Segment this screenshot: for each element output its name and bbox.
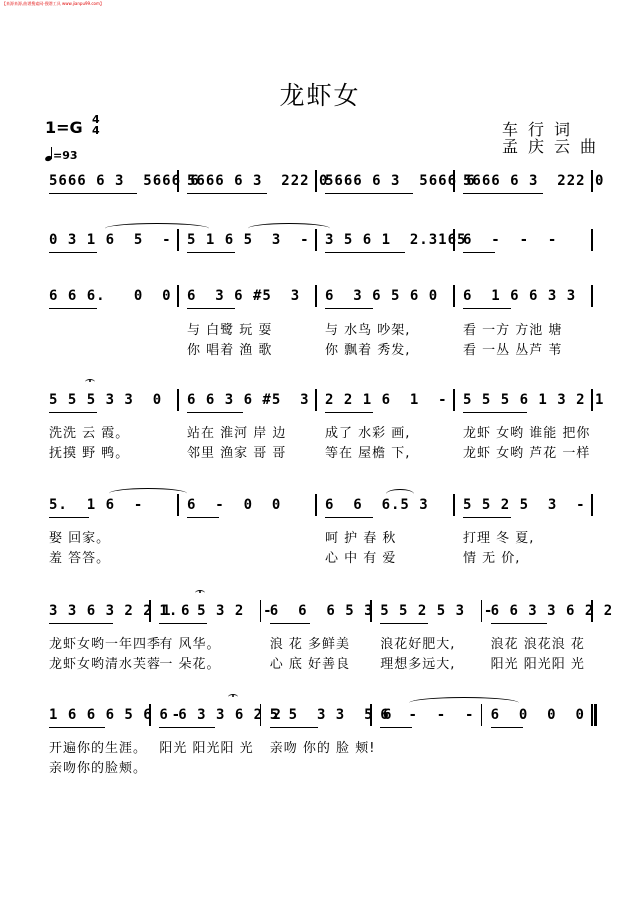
measure-notes: 5 5 2 5 3 - [463,497,586,513]
score-row [45,392,605,482]
barline [315,389,317,411]
slur [386,489,414,499]
beam-underline [463,252,495,253]
measure-notes: 1. 5 3 2 - [159,603,273,619]
measure-notes: 0 3 1 6 5 - [49,232,172,248]
barline [177,389,179,411]
slur [248,223,330,234]
measure-notes: 6 1 6 6 3 3 [463,288,577,304]
score-row [45,288,597,378]
beam-underline [159,623,207,624]
measure-notes: 5666 6 3 222 0 [463,173,605,189]
beam-underline [270,623,310,624]
lyric-verse-2: 龙虾女哟清水芙蓉 [49,657,162,672]
lyric-verse-1: 与 白鹭 玩 耍 [187,323,273,338]
measure-notes: 3 5 6 1 2.3165 [325,232,467,248]
lyric-verse-1: 亲吻 你的 脸 颊! [269,741,376,756]
barline [591,704,593,726]
lyric-verse-1: 浪花好肥大, [380,637,456,652]
beam-underline [187,308,235,309]
song-title: 龙虾女 [279,81,361,110]
composer-credit: 孟庆云曲 [502,137,607,156]
final-barline [594,704,597,726]
lyric-verse-1: 看 一方 方池 塘 [463,323,563,338]
beam-underline [463,517,511,518]
slur [409,697,519,709]
lyric-verse-1: 呵 护 春 秋 [325,531,397,546]
beam-underline [49,252,97,253]
lyric-verse-2: 理想多远大, [380,657,456,672]
lyric-verse-2: 阳光 阳光阳 光 [490,657,585,672]
beam-underline [463,308,511,309]
lyric-verse-2: 你 唱着 渔 歌 [187,343,273,358]
measure-notes: 5 1 6 5 3 - [187,232,310,248]
beam-underline [187,517,219,518]
barline [591,494,593,516]
score-row [45,497,597,587]
beam-underline [380,623,428,624]
beam-underline [270,727,318,728]
beam-underline [49,623,113,624]
measure-notes: 5666 6 3 5666 6 [49,173,200,189]
barline [591,229,593,251]
lyric-verse-1: 龙虾女哟一年四季 [49,637,162,652]
lyric-verse-2: 等在 屋檐 下, [325,446,411,461]
lyric-verse-2: 看 一丛 丛芦 苇 [463,343,563,358]
lyric-verse-2: 邻里 渔家 哥 哥 [187,446,287,461]
lyric-verse-2: 羞 答答。 [49,551,111,566]
lyric-verse-1: 娶 回家。 [49,531,111,546]
beam-underline [159,727,215,728]
fermata-icon [85,379,95,385]
score-row [45,707,597,797]
lyric-verse-2: 心 底 好善良 [269,657,351,672]
barline [453,494,455,516]
lyricist-credit: 车行词 [502,120,581,139]
score-row [45,603,614,693]
lyric-verse-1: 开遍你的生涯。 [49,741,148,756]
lyric-verse-2: 一 朵花。 [159,657,221,672]
tempo-marking [45,147,78,162]
barline [315,494,317,516]
measure-notes: 6 3 6 #5 3 [187,288,301,304]
lyric-verse-1: 站在 淮河 岸 边 [187,426,287,441]
measure-notes: 6 6 3 3 6 2 2 [159,707,282,723]
beam-underline [380,727,412,728]
lyric-verse-1: 浪 花 多鲜美 [269,637,351,652]
measure-notes: 5 5 2 5 3 - [380,603,494,619]
measure-notes: 6 6 6 5 3 [269,603,374,619]
measure-notes: 6 3 6 5 6 0 [325,288,439,304]
lyric-verse-2: 情 无 价, [463,551,521,566]
measure-notes: 5666 6 3 222 0 [187,173,329,189]
fermata-icon [195,590,205,596]
lyric-verse-2: 龙虾 女哟 芦花 一样 [463,446,591,461]
measure-notes: 6 - - - [463,232,558,248]
lyric-verse-1: 打理 冬 夏, [463,531,535,546]
barline [453,285,455,307]
key-signature: 1=G [45,118,83,137]
time-signature [92,114,100,136]
measure-notes: 3 3 6 3 2 2 1 6 [49,603,191,619]
time-signature-top: 4 [92,113,100,126]
measure-notes: 6 6 3 6 #5 3 [187,392,310,408]
barline [315,285,317,307]
beam-underline [49,193,137,194]
measure-notes: 6 6 3 3 6 2 2 [490,603,614,619]
barline [453,389,455,411]
measure-notes: 6 - - - [380,707,475,723]
lyric-verse-1: 与 水鸟 吵架, [325,323,411,338]
beam-underline [325,252,405,253]
beam-underline [49,308,97,309]
beam-underline [325,308,373,309]
watermark: 【来源来源,曲谱搜索网-搜谱工具 www.jianpu99.com】 [2,1,104,6]
beam-underline [49,727,105,728]
lyric-verse-1: 洗洗 云 霞。 [49,426,130,441]
beam-underline [187,193,267,194]
measure-notes: 5666 6 3 5666 6 [325,173,476,189]
lyric-verse-1: 龙虾 女哟 谁能 把你 [463,426,591,441]
lyric-verse-2: 你 飘着 秀发, [325,343,411,358]
barline [591,285,593,307]
measure-notes: 5 5 3 3 5 6 [269,707,393,723]
beam-underline [49,517,89,518]
measure-notes: 6 6 6. 0 0 [49,288,172,304]
tempo-value: =93 [53,149,78,162]
beam-underline [463,193,543,194]
lyric-verse-1: 成了 水彩 画, [325,426,411,441]
lyric-verse-1: 浪花 浪花浪 花 [490,637,585,652]
fermata-icon [228,694,238,700]
lyric-verse-1: 有 风华。 [159,637,221,652]
beam-underline [325,517,373,518]
beam-underline [49,412,97,413]
measure-notes: 6 - 0 0 [187,497,282,513]
measure-notes: 5 5 5 3 3 0 [49,392,163,408]
beam-underline [187,252,235,253]
beam-underline [325,193,413,194]
measure-notes: 5. 1 6 - [49,497,144,513]
lyric-verse-2: 抚摸 野 鸭。 [49,446,130,461]
beam-underline [187,412,243,413]
quarter-note-icon [45,147,53,161]
measure-notes: 1 6 6 6 5 6 - [49,707,182,723]
lyric-verse-1: 阳光 阳光阳 光 [159,741,254,756]
beam-underline [491,727,523,728]
beam-underline [463,412,527,413]
lyric-verse-2: 心 中 有 爱 [325,551,397,566]
beam-underline [491,623,547,624]
measure-notes: 6 6 6.5 3 [325,497,429,513]
lyric-verse-2: 亲吻你的脸颊。 [49,761,148,776]
slur [109,488,187,499]
barline [177,285,179,307]
slur [105,223,209,234]
beam-underline [325,412,373,413]
measure-notes: 2 2 1 6 1 - [325,392,448,408]
measure-notes: 5 5 5 6 1 3 2 1 [463,392,605,408]
time-signature-bottom: 4 [92,124,100,137]
measure-notes: 6 0 0 0 [490,707,585,723]
